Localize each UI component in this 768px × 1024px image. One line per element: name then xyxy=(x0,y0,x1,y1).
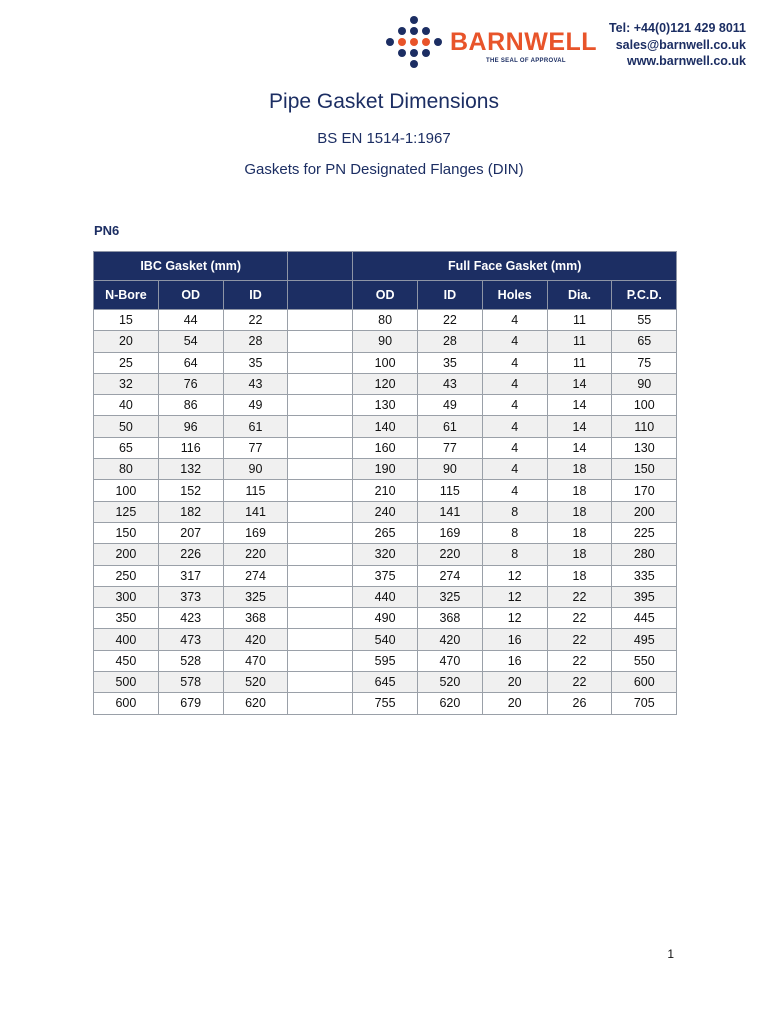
col-header: ID xyxy=(223,281,288,310)
table-cell: 16 xyxy=(482,650,547,671)
table-row xyxy=(94,310,677,331)
table-cell: 395 xyxy=(612,586,677,607)
table-row xyxy=(94,544,677,565)
spacer-header xyxy=(288,252,353,281)
table-cell: 77 xyxy=(418,437,483,458)
table-cell: 90 xyxy=(353,331,418,352)
table-cell: 12 xyxy=(482,586,547,607)
table-cell: 528 xyxy=(158,650,223,671)
table-cell: 182 xyxy=(158,501,223,522)
table-cell: 368 xyxy=(418,608,483,629)
spacer-cell xyxy=(288,310,353,331)
table-row xyxy=(94,459,677,480)
table-cell: 18 xyxy=(547,544,612,565)
table-row xyxy=(94,650,677,671)
table-cell: 100 xyxy=(353,352,418,373)
table-cell: 18 xyxy=(547,522,612,543)
brand-name: BARNWELL xyxy=(450,28,598,56)
table-cell: 64 xyxy=(158,352,223,373)
table-cell: 115 xyxy=(418,480,483,501)
table-cell: 445 xyxy=(612,608,677,629)
table-cell: 18 xyxy=(547,459,612,480)
table-cell: 14 xyxy=(547,416,612,437)
page-subtitle: Gaskets for PN Designated Flanges (DIN) xyxy=(244,161,524,178)
table-cell: 35 xyxy=(223,352,288,373)
table-cell: 20 xyxy=(482,693,547,714)
table-cell: 645 xyxy=(353,672,418,693)
spacer-cell xyxy=(288,522,353,543)
table-row xyxy=(94,672,677,693)
spacer-cell xyxy=(288,501,353,522)
col-header: ID xyxy=(418,281,483,310)
table-cell: 420 xyxy=(223,629,288,650)
table-cell: 4 xyxy=(482,310,547,331)
spacer-header xyxy=(288,281,353,310)
table-cell: 76 xyxy=(158,373,223,394)
table-cell: 22 xyxy=(547,608,612,629)
table-cell: 470 xyxy=(223,650,288,671)
table-cell: 595 xyxy=(353,650,418,671)
spacer-cell xyxy=(288,416,353,437)
table-cell: 12 xyxy=(482,608,547,629)
table-cell: 14 xyxy=(547,437,612,458)
table-cell: 130 xyxy=(612,437,677,458)
group-header-row xyxy=(94,252,677,281)
table-cell: 49 xyxy=(418,395,483,416)
table-cell: 4 xyxy=(482,437,547,458)
table-cell: 470 xyxy=(418,650,483,671)
contact-tel: Tel: +44(0)121 429 8011 xyxy=(608,21,746,35)
fullface-group-header: Full Face Gasket (mm) xyxy=(353,252,677,281)
spacer-cell xyxy=(288,608,353,629)
table-cell: 520 xyxy=(223,672,288,693)
table-cell: 96 xyxy=(158,416,223,437)
table-row xyxy=(94,586,677,607)
col-header: N-Bore xyxy=(94,281,159,310)
table-cell: 440 xyxy=(353,586,418,607)
table-cell: 600 xyxy=(94,693,159,714)
ibc-group-header: IBC Gasket (mm) xyxy=(94,252,288,281)
table-cell: 11 xyxy=(547,310,612,331)
spacer-cell xyxy=(288,459,353,480)
table-cell: 11 xyxy=(547,352,612,373)
table-cell: 8 xyxy=(482,522,547,543)
spacer-cell xyxy=(288,480,353,501)
spacer-cell xyxy=(288,373,353,394)
gasket-table xyxy=(93,251,677,715)
table-cell: 18 xyxy=(547,565,612,586)
table-cell: 500 xyxy=(94,672,159,693)
table-cell: 35 xyxy=(418,352,483,373)
table-cell: 169 xyxy=(223,522,288,543)
spacer-cell xyxy=(288,693,353,714)
table-cell: 4 xyxy=(482,416,547,437)
table-cell: 225 xyxy=(612,522,677,543)
table-cell: 15 xyxy=(94,310,159,331)
table-cell: 132 xyxy=(158,459,223,480)
table-cell: 115 xyxy=(223,480,288,501)
table-cell: 620 xyxy=(223,693,288,714)
table-row xyxy=(94,522,677,543)
col-header: Holes xyxy=(482,281,547,310)
table-cell: 25 xyxy=(94,352,159,373)
title-block xyxy=(0,88,768,180)
table-cell: 578 xyxy=(158,672,223,693)
table-cell: 26 xyxy=(547,693,612,714)
table-row xyxy=(94,608,677,629)
table-cell: 120 xyxy=(353,373,418,394)
table-cell: 373 xyxy=(158,586,223,607)
table-cell: 80 xyxy=(353,310,418,331)
spacer-cell xyxy=(288,352,353,373)
table-row xyxy=(94,501,677,522)
table-cell: 755 xyxy=(353,693,418,714)
spacer-cell xyxy=(288,437,353,458)
table-cell: 130 xyxy=(353,395,418,416)
table-cell: 86 xyxy=(158,395,223,416)
table-cell: 28 xyxy=(418,331,483,352)
table-cell: 18 xyxy=(547,501,612,522)
table-cell: 210 xyxy=(353,480,418,501)
table-cell: 22 xyxy=(547,650,612,671)
spacer-cell xyxy=(288,672,353,693)
table-body xyxy=(94,310,677,715)
table-cell: 55 xyxy=(612,310,677,331)
table-cell: 100 xyxy=(94,480,159,501)
table-cell: 170 xyxy=(612,480,677,501)
table-cell: 20 xyxy=(94,331,159,352)
table-row xyxy=(94,629,677,650)
table-cell: 4 xyxy=(482,480,547,501)
table-row xyxy=(94,693,677,714)
table-cell: 110 xyxy=(612,416,677,437)
table-cell: 620 xyxy=(418,693,483,714)
table-cell: 11 xyxy=(547,331,612,352)
spacer-cell xyxy=(288,331,353,352)
table-cell: 274 xyxy=(418,565,483,586)
spacer-cell xyxy=(288,395,353,416)
table-cell: 14 xyxy=(547,395,612,416)
col-header: P.C.D. xyxy=(612,281,677,310)
table-cell: 32 xyxy=(94,373,159,394)
table-row xyxy=(94,373,677,394)
table-cell: 325 xyxy=(418,586,483,607)
spacer-cell xyxy=(288,544,353,565)
table-cell: 160 xyxy=(353,437,418,458)
table-cell: 80 xyxy=(94,459,159,480)
table-cell: 152 xyxy=(158,480,223,501)
table-cell: 550 xyxy=(612,650,677,671)
table-cell: 423 xyxy=(158,608,223,629)
contact-website[interactable]: www.barnwell.co.uk xyxy=(626,54,746,68)
table-cell: 12 xyxy=(482,565,547,586)
table-cell: 473 xyxy=(158,629,223,650)
table-cell: 220 xyxy=(223,544,288,565)
spacer-cell xyxy=(288,565,353,586)
table-cell: 90 xyxy=(612,373,677,394)
table-cell: 320 xyxy=(353,544,418,565)
table-cell: 22 xyxy=(547,586,612,607)
table-cell: 220 xyxy=(418,544,483,565)
table-cell: 350 xyxy=(94,608,159,629)
table-cell: 274 xyxy=(223,565,288,586)
table-cell: 280 xyxy=(612,544,677,565)
col-header: OD xyxy=(353,281,418,310)
table-row xyxy=(94,331,677,352)
table-cell: 141 xyxy=(418,501,483,522)
table-cell: 90 xyxy=(418,459,483,480)
table-cell: 300 xyxy=(94,586,159,607)
table-cell: 679 xyxy=(158,693,223,714)
table-cell: 141 xyxy=(223,501,288,522)
table-cell: 400 xyxy=(94,629,159,650)
table-cell: 44 xyxy=(158,310,223,331)
table-cell: 600 xyxy=(612,672,677,693)
contact-email[interactable]: sales@barnwell.co.uk xyxy=(615,37,746,52)
table-cell: 40 xyxy=(94,395,159,416)
table-cell: 226 xyxy=(158,544,223,565)
table-cell: 200 xyxy=(612,501,677,522)
page-title: Pipe Gasket Dimensions xyxy=(269,90,499,113)
table-cell: 190 xyxy=(353,459,418,480)
table-cell: 4 xyxy=(482,373,547,394)
table-cell: 28 xyxy=(223,331,288,352)
table-row xyxy=(94,480,677,501)
logo-dots-icon xyxy=(386,16,442,70)
table-cell: 375 xyxy=(353,565,418,586)
table-cell: 4 xyxy=(482,395,547,416)
table-cell: 368 xyxy=(223,608,288,629)
column-header-row xyxy=(94,281,677,310)
table-cell: 4 xyxy=(482,352,547,373)
table-cell: 240 xyxy=(353,501,418,522)
table-cell: 4 xyxy=(482,331,547,352)
table-cell: 43 xyxy=(418,373,483,394)
table-cell: 520 xyxy=(418,672,483,693)
table-cell: 250 xyxy=(94,565,159,586)
spacer-cell xyxy=(288,650,353,671)
col-header: Dia. xyxy=(547,281,612,310)
table-cell: 4 xyxy=(482,459,547,480)
spacer-cell xyxy=(288,586,353,607)
table-cell: 125 xyxy=(94,501,159,522)
table-cell: 16 xyxy=(482,629,547,650)
table-cell: 61 xyxy=(418,416,483,437)
table-cell: 140 xyxy=(353,416,418,437)
table-cell: 75 xyxy=(612,352,677,373)
table-row xyxy=(94,437,677,458)
table-cell: 65 xyxy=(612,331,677,352)
table-cell: 20 xyxy=(482,672,547,693)
table-cell: 22 xyxy=(547,629,612,650)
table-cell: 90 xyxy=(223,459,288,480)
table-cell: 50 xyxy=(94,416,159,437)
table-cell: 325 xyxy=(223,586,288,607)
page-number: 1 xyxy=(667,947,674,961)
table-cell: 14 xyxy=(547,373,612,394)
table-cell: 420 xyxy=(418,629,483,650)
table-cell: 43 xyxy=(223,373,288,394)
table-cell: 77 xyxy=(223,437,288,458)
standard-label: BS EN 1514-1:1967 xyxy=(317,130,451,147)
table-cell: 100 xyxy=(612,395,677,416)
table-cell: 8 xyxy=(482,544,547,565)
table-cell: 116 xyxy=(158,437,223,458)
table-cell: 61 xyxy=(223,416,288,437)
table-row xyxy=(94,416,677,437)
table-cell: 200 xyxy=(94,544,159,565)
table-cell: 22 xyxy=(223,310,288,331)
table-cell: 169 xyxy=(418,522,483,543)
table-cell: 207 xyxy=(158,522,223,543)
table-cell: 317 xyxy=(158,565,223,586)
table-cell: 540 xyxy=(353,629,418,650)
table-cell: 150 xyxy=(94,522,159,543)
table-cell: 490 xyxy=(353,608,418,629)
table-cell: 49 xyxy=(223,395,288,416)
table-cell: 54 xyxy=(158,331,223,352)
table-cell: 22 xyxy=(547,672,612,693)
table-row xyxy=(94,352,677,373)
table-cell: 65 xyxy=(94,437,159,458)
table-cell: 335 xyxy=(612,565,677,586)
table-cell: 495 xyxy=(612,629,677,650)
table-cell: 450 xyxy=(94,650,159,671)
spacer-cell xyxy=(288,629,353,650)
table-row xyxy=(94,565,677,586)
table-cell: 22 xyxy=(418,310,483,331)
table-cell: 265 xyxy=(353,522,418,543)
brand-tagline: THE SEAL OF APPROVAL xyxy=(486,58,566,64)
barnwell-logo xyxy=(386,16,606,70)
section-label: PN6 xyxy=(94,223,120,238)
contact-block xyxy=(609,20,746,70)
table-cell: 18 xyxy=(547,480,612,501)
table-cell: 8 xyxy=(482,501,547,522)
table-cell: 705 xyxy=(612,693,677,714)
table-row xyxy=(94,395,677,416)
table-cell: 150 xyxy=(612,459,677,480)
col-header: OD xyxy=(158,281,223,310)
